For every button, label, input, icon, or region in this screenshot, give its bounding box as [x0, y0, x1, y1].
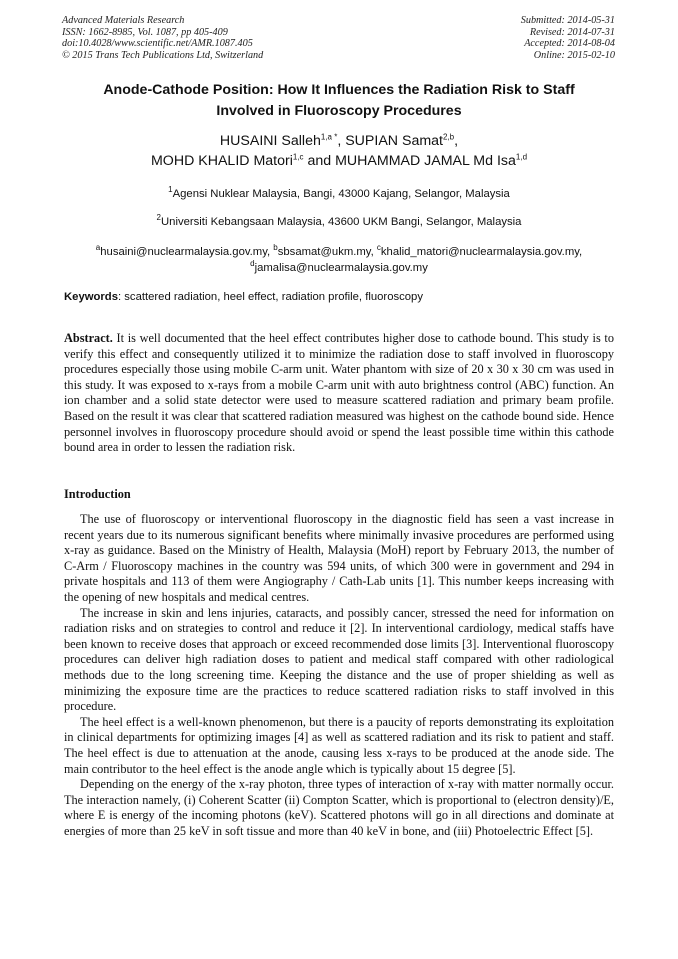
author-separator: ,	[337, 133, 346, 149]
affiliation-1	[60, 187, 618, 201]
email-link[interactable]: husaini@nuclearmalaysia.gov.my,	[100, 246, 274, 258]
email-line-1	[60, 244, 618, 260]
online-date: Online: 2015-02-10	[533, 49, 615, 61]
introduction-heading: Introduction	[64, 487, 131, 501]
author-name: HUSAINI Salleh	[219, 133, 321, 149]
author-name: MOHD KHALID Matori	[150, 153, 293, 169]
affiliation-mark: 1	[168, 185, 173, 195]
journal-copyright: © 2015 Trans Tech Publications Ltd, Switzerland	[62, 49, 264, 61]
introduction-paragraph: The heel effect is a well-known phenomenon, but there is a paucity of reports demonstrating its exploitation in clinical departments for optimizing images [4] as well as scattered radiation and its risk to patient and staff. The heel effect is due to attenuation at the anode, causing less x-rays to be produced at the anode side. The main contributor to the heel effect is the anode angle which is typically about 15 degree [5].	[64, 714, 614, 776]
author-emails	[60, 244, 618, 276]
paper-title	[60, 80, 618, 122]
submission-dates	[521, 15, 615, 61]
author-separator: and	[303, 153, 336, 169]
affiliation-text: Agensi Nuklear Malaysia, Bangi, 43000 Kajang, Selangor, Malaysia	[172, 188, 510, 200]
introduction-paragraph: Depending on the energy of the x-ray photon, three types of interaction of x-ray with matter normally occur. The interaction namely, (i) Coherent Scatter (ii) Compton Scatter, which is proportional to (electron density)/E, where E is energy of the incoming photons (keV). Scattered photons will go in all directions and dominate at energies of more than 25 keV in soft tissue and more than 40 keV in bone, and (iii) Photoelectric Effect [5].	[64, 777, 614, 838]
author-affiliation-mark: 1,d	[515, 152, 528, 162]
author-line-1	[60, 131, 618, 151]
abstract-label: Abstract.	[64, 331, 113, 345]
keywords-label: Keywords	[64, 291, 118, 303]
journal-issn: ISSN: 1662-8985, Vol. 1087, pp 405-409	[62, 26, 228, 38]
submitted-date: Submitted: 2014-05-31	[520, 15, 615, 26]
email-mark: a	[95, 243, 101, 253]
email-mark: b	[273, 243, 278, 253]
email-mark: d	[250, 259, 255, 269]
author-affiliation-mark: 2,b	[443, 132, 455, 142]
abstract	[64, 331, 614, 456]
keywords-text: : scattered radiation, heel effect, radiation profile, fluoroscopy	[118, 291, 423, 303]
email-mark: c	[376, 243, 381, 253]
email-link[interactable]: sbsamat@ukm.my,	[277, 246, 377, 258]
title-line-2: Involved in Fluoroscopy Procedures	[216, 103, 462, 119]
affiliation-text: Universiti Kebangsaan Malaysia, 43600 UKM Bangi, Selangor, Malaysia	[161, 216, 522, 228]
introduction-paragraph: The increase in skin and lens injuries, cataracts, and possibly cancer, stressed the need for information on radiation risks and on strategies to control and reduce it [2]. In interventional cardiology, medical staffs have been known to receive doses that approach or exceed recommended dose limits [3]. Interventional fluoroscopy procedures can deliver high radiation doses to patient and medical staff compared with other radiological methods due to the long screening time. Keeping the distance and the use of proper shielding as well as minimizing the exposure time are the practices to reduce scattered radiation risks to staff involved in this procedure.	[64, 605, 614, 714]
email-link[interactable]: khalid_matori@nuclearmalaysia.gov.my,	[380, 246, 583, 258]
affiliation-2	[60, 215, 618, 229]
email-line-2	[60, 260, 618, 276]
author-separator: ,	[454, 133, 459, 149]
accepted-date: Accepted: 2014-08-04	[524, 38, 615, 50]
author-name: MUHAMMAD JAMAL Md Isa	[335, 153, 516, 169]
author-affiliation-mark: 1,c	[292, 152, 304, 162]
journal-name: Advanced Materials Research	[62, 15, 185, 26]
email-link[interactable]: jamalisa@nuclearmalaysia.gov.my	[254, 262, 428, 274]
author-list	[60, 131, 618, 171]
introduction-body	[64, 512, 614, 839]
author-line-2	[60, 151, 618, 171]
journal-info	[62, 15, 263, 61]
title-line-1: Anode-Cathode Position: How It Influences the Radiation Risk to Staff	[103, 82, 575, 98]
affiliation-mark: 2	[156, 213, 161, 223]
abstract-text: It is well documented that the heel effect contributes higher dose to cathode bound. This study is to verify this effect and consequently utilized it to minimize the radiation dose to staff involved in fluoroscopy procedures especially those using mobile C-arm unit. Water phantom with size of 20 x 30 x 30 cm was used in this study. It was exposed to x-rays from a mobile C-arm unit with auto brightness control (ABC) function. An ion chamber and a solid state detector were used to measure scattered radiation and primary beam profile. Based on the result it was clear that scattered radiation measured was highest on the cathode bound side. Hence personnel involves in fluoroscopy procedure should avoid or spend the least possible time within this cathode bound area in order to lessen the radiation risk.	[64, 331, 614, 455]
journal-doi: doi:10.4028/www.scientific.net/AMR.1087.405	[62, 38, 253, 50]
keywords-line	[64, 290, 616, 304]
author-name: SUPIAN Samat	[345, 133, 443, 149]
introduction-paragraph: The use of fluoroscopy or interventional fluoroscopy in the diagnostic field has seen a vast increase in recent years due to its numerous significant benefits where minimally invasive procedures are performed using x-ray as guidance. Based on the Ministry of Health, Malaysia (MoH) report by February 2013, the number of C-Arm / Fluoroscopy machines in the country was 594 units, of which 300 were in government and 294 in private hospitals and 113 of them were Angiography / Cath-Lab units [1]. This number keeps increasing with the opening of new hospitals and medical centres.	[64, 512, 614, 604]
author-affiliation-mark: 1,a *	[320, 132, 338, 142]
revised-date: Revised: 2014-07-31	[529, 26, 615, 38]
